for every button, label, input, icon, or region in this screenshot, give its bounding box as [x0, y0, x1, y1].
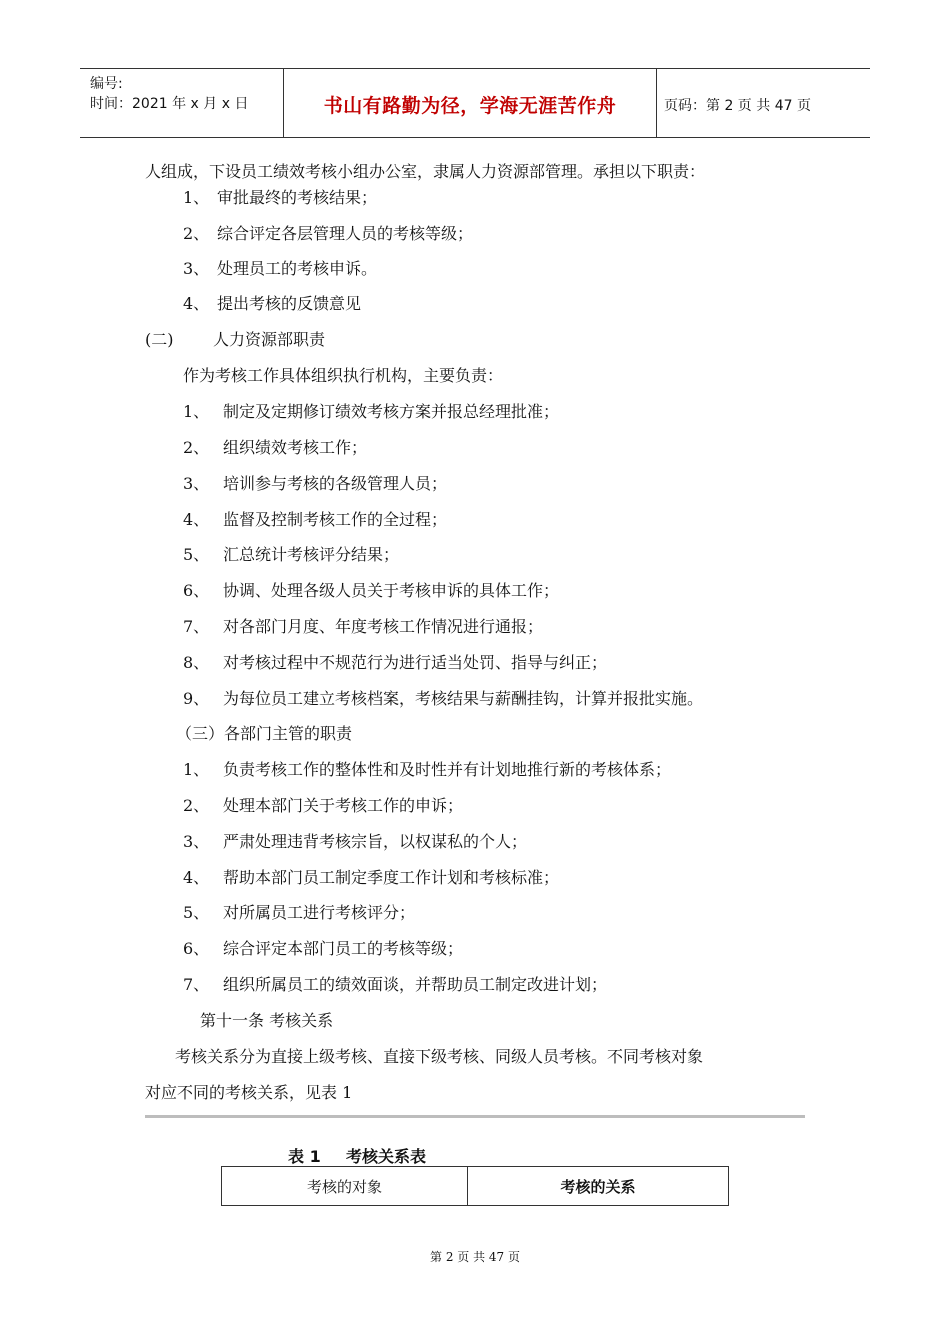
list-item — [183, 975, 607, 995]
item-number: 5、 — [183, 545, 210, 564]
page-footer: 第 2 页 共 47 页 — [430, 1250, 520, 1264]
item-number: 9、 — [183, 689, 210, 708]
item-text: 提出考核的反馈意见 — [217, 294, 362, 313]
item-text: 对考核过程中不规范行为进行适当处罚、指导与纠正； — [223, 653, 608, 672]
item-text: 严肃处理违背考核宗旨，以权谋私的个人； — [223, 832, 528, 851]
section-number: (二) — [145, 330, 174, 349]
item-text: 审批最终的考核结果； — [217, 188, 378, 207]
list-item — [183, 939, 463, 959]
list-item — [183, 294, 361, 314]
item-text: 帮助本部门员工制定季度工作计划和考核标准； — [223, 868, 560, 887]
list-item — [183, 760, 671, 780]
list-item — [183, 188, 377, 208]
item-text: 负责考核工作的整体性和及时性并有计划地推行新的考核体系； — [223, 760, 672, 779]
item-text: 组织绩效考核工作； — [223, 438, 368, 457]
header-page-cell — [656, 69, 870, 137]
item-text: 为每位员工建立考核档案，考核结果与薪酬挂钩，计算并报批实施。 — [223, 689, 704, 708]
list-item — [183, 796, 463, 816]
item-text: 协调、处理各级人员关于考核申诉的具体工作； — [223, 581, 560, 600]
article-paragraph-line: 对应不同的考核关系，见表 1 — [145, 1083, 353, 1102]
item-text: 处理员工的考核申诉。 — [217, 259, 378, 278]
item-text: 对各部门月度、年度考核工作情况进行通报； — [223, 617, 544, 636]
item-number: 6、 — [183, 581, 210, 600]
section-heading — [145, 330, 325, 350]
article-paragraph-line: 考核关系分为直接上级考核、直接下级考核、同级人员考核。不同考核对象 — [175, 1047, 704, 1066]
item-number: 1、 — [183, 760, 210, 779]
list-item — [183, 545, 399, 565]
section-heading: （三）各部门主管的职责 — [176, 724, 353, 743]
list-item — [183, 832, 527, 852]
section-intro: 作为考核工作具体组织执行机构，主要负责： — [183, 366, 504, 385]
list-item — [183, 438, 367, 458]
divider — [145, 1115, 805, 1118]
page-label: 页码：第 2 页 共 47 页 — [664, 98, 811, 114]
time-label: 时间：2021 年 x 月 x 日 — [90, 96, 249, 112]
item-text: 制定及定期修订绩效考核方案并报总经理批准； — [223, 402, 560, 421]
code-label: 编号: — [90, 76, 123, 92]
item-text: 汇总统计考核评分结果； — [223, 545, 400, 564]
header-motto-cell — [283, 69, 657, 137]
list-item — [183, 259, 377, 279]
column-header-relation: 考核的关系 — [468, 1167, 729, 1206]
motto-text: 书山有路勤为径，学海无涯苦作舟 — [323, 95, 617, 117]
intro-paragraph: 人组成，下设员工绩效考核小组办公室，隶属人力资源部管理。承担以下职责： — [145, 162, 706, 181]
item-number: 4、 — [183, 510, 210, 529]
item-number: 7、 — [183, 617, 210, 636]
table-caption — [288, 1144, 426, 1167]
list-item — [183, 581, 559, 601]
column-header-object: 考核的对象 — [222, 1167, 468, 1206]
header-meta-cell — [80, 69, 283, 137]
item-number: 1、 — [183, 402, 210, 421]
list-item — [183, 402, 559, 422]
item-number: 1、 — [183, 188, 210, 207]
item-number: 2、 — [183, 224, 210, 243]
list-item — [183, 474, 447, 494]
item-text: 监督及控制考核工作的全过程； — [223, 510, 448, 529]
list-item — [183, 653, 607, 673]
list-item — [183, 689, 703, 709]
list-item — [183, 510, 447, 530]
item-number: 2、 — [183, 438, 210, 457]
table-title: 考核关系表 — [346, 1147, 427, 1166]
section-title: 人力资源部职责 — [213, 330, 326, 349]
list-item — [183, 224, 473, 244]
table-number: 表 1 — [288, 1147, 321, 1166]
list-item — [183, 617, 543, 637]
item-text: 处理本部门关于考核工作的申诉； — [223, 796, 464, 815]
item-text: 对所属员工进行考核评分； — [223, 903, 416, 922]
item-number: 3、 — [183, 259, 210, 278]
item-text: 综合评定各层管理人员的考核等级； — [217, 224, 474, 243]
item-text: 组织所属员工的绩效面谈，并帮助员工制定改进计划； — [223, 975, 608, 994]
item-number: 7、 — [183, 975, 210, 994]
item-text: 综合评定本部门员工的考核等级； — [223, 939, 464, 958]
relationship-table — [221, 1166, 729, 1206]
document-header — [80, 68, 870, 138]
table-header-row — [222, 1167, 729, 1206]
item-number: 3、 — [183, 832, 210, 851]
item-number: 4、 — [183, 868, 210, 887]
article-heading: 第十一条 考核关系 — [200, 1011, 334, 1030]
item-number: 6、 — [183, 939, 210, 958]
item-number: 4、 — [183, 294, 210, 313]
item-number: 2、 — [183, 796, 210, 815]
item-number: 5、 — [183, 903, 210, 922]
item-number: 8、 — [183, 653, 210, 672]
item-number: 3、 — [183, 474, 210, 493]
item-text: 培训参与考核的各级管理人员； — [223, 474, 448, 493]
list-item — [183, 903, 415, 923]
list-item — [183, 868, 559, 888]
